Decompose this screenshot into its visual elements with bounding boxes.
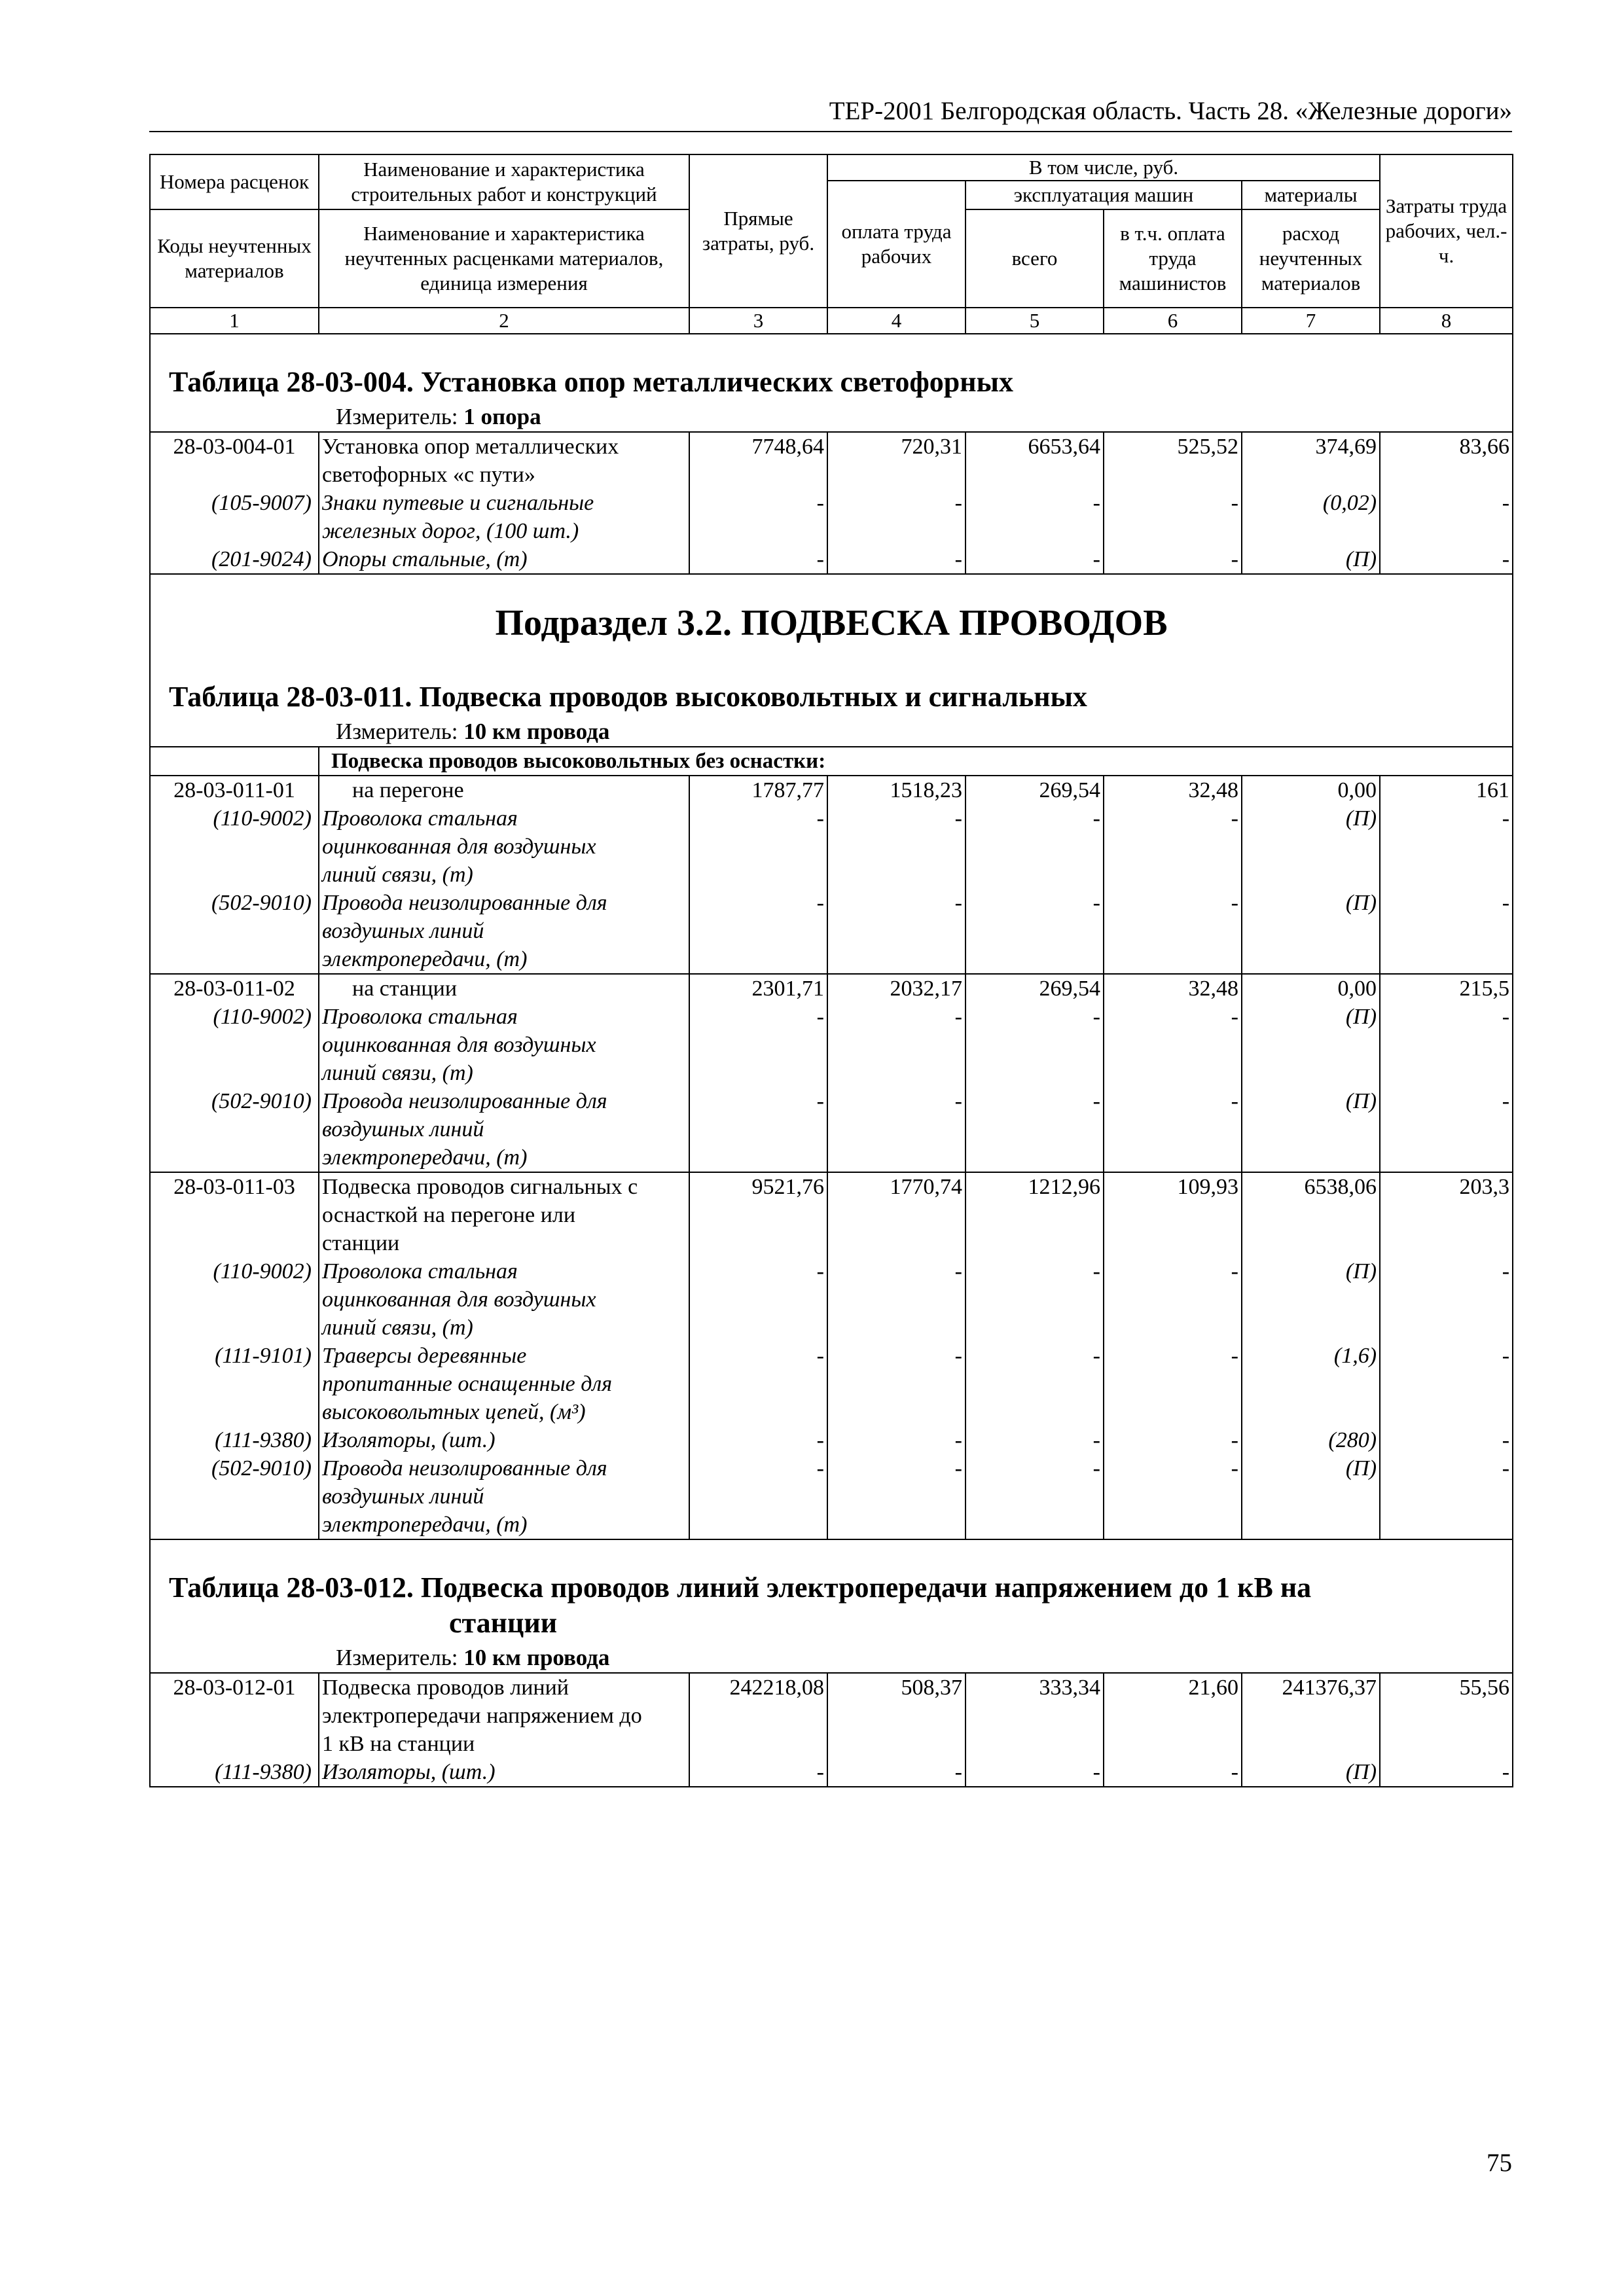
material-name — [319, 1003, 689, 1087]
name-line: станции — [322, 1231, 400, 1255]
material-code: (502-9010) — [150, 1454, 319, 1539]
value-cell: - — [689, 545, 827, 574]
value-cell: - — [827, 1003, 965, 1087]
value-cell: - — [1380, 1257, 1513, 1342]
rate-code: 28-03-012-01 — [150, 1673, 319, 1758]
name-line: пропитанные оснащенные для — [322, 1372, 613, 1396]
value-cell: - — [1104, 1342, 1242, 1426]
value-cell: 6538,06 — [1242, 1172, 1380, 1257]
materials-group-header: материалы — [1242, 181, 1380, 209]
material-name — [319, 1758, 689, 1787]
name-line: воздушных линий — [322, 919, 484, 943]
name-line: Подвеска проводов линий — [322, 1676, 569, 1700]
material-name — [319, 1257, 689, 1342]
value-cell: (П) — [1242, 804, 1380, 889]
table-title-row — [150, 1539, 1513, 1673]
value-cell: - — [1104, 804, 1242, 889]
value-cell: 333,34 — [965, 1673, 1104, 1758]
table-title-line: станции — [449, 1607, 558, 1639]
column-number: 4 — [827, 308, 965, 334]
material-row — [150, 889, 1513, 974]
value-cell: (П) — [1242, 1758, 1380, 1787]
col4-header: оплата труда рабочих — [827, 181, 965, 308]
value-cell: 1518,23 — [827, 776, 965, 804]
name-line: Провода неизолированные для — [322, 1089, 607, 1113]
name-line: высоковольтных цепей, (м³) — [322, 1400, 586, 1424]
table-title-row — [150, 334, 1513, 432]
name-line: светофорных «с пути» — [322, 463, 535, 487]
value-cell: - — [1380, 1087, 1513, 1172]
column-numbers-row — [150, 308, 1513, 334]
value-cell: - — [1104, 889, 1242, 974]
value-cell: - — [1104, 1454, 1242, 1539]
rate-row — [150, 974, 1513, 1003]
value-cell: - — [965, 1426, 1104, 1454]
value-cell: - — [827, 1087, 965, 1172]
rate-name — [319, 776, 689, 804]
material-row — [150, 1758, 1513, 1787]
value-cell: - — [965, 1257, 1104, 1342]
value-cell: 0,00 — [1242, 776, 1380, 804]
material-name — [319, 804, 689, 889]
value-cell: - — [827, 489, 965, 545]
value-cell: 0,00 — [1242, 974, 1380, 1003]
material-row — [150, 1426, 1513, 1454]
value-cell: 1212,96 — [965, 1172, 1104, 1257]
material-row — [150, 1087, 1513, 1172]
name-line: 1 кВ на станции — [322, 1732, 475, 1756]
name-line: Опоры стальные, (т) — [322, 547, 528, 571]
value-cell: - — [827, 1758, 965, 1787]
col6-header: в т.ч. оплата труда машинистов — [1104, 209, 1242, 308]
value-cell: - — [689, 1454, 827, 1539]
col8-header: Затраты труда рабочих, чел.-ч. — [1380, 154, 1513, 308]
name-line: Знаки путевые и сигнальные — [322, 491, 594, 515]
meter-label: Измеритель: — [336, 719, 458, 744]
material-name — [319, 1342, 689, 1426]
name-line: оцинкованная для воздушных — [322, 834, 596, 859]
name-line: оцинкованная для воздушных — [322, 1287, 596, 1312]
value-cell: - — [1380, 489, 1513, 545]
table-title-line: Таблица 28-03-004. Установка опор металлических светофорных — [169, 366, 1013, 398]
table-title-line: Таблица 28-03-011. Подвеска проводов высоковольтных и сигнальных — [169, 681, 1087, 713]
value-cell: 525,52 — [1104, 432, 1242, 489]
value-cell: - — [827, 545, 965, 574]
value-cell: - — [827, 804, 965, 889]
value-cell: - — [1380, 545, 1513, 574]
name-line: воздушных линий — [322, 1484, 484, 1509]
table-title-cell — [150, 334, 1513, 432]
name-line: Траверсы деревянные — [322, 1344, 527, 1368]
machines-group-header: эксплуатация машин — [965, 181, 1242, 209]
subgroup-spacer — [150, 747, 319, 776]
value-cell: - — [689, 804, 827, 889]
table-title-cell — [150, 574, 1513, 747]
value-cell: - — [689, 1426, 827, 1454]
value-cell: 2032,17 — [827, 974, 965, 1003]
value-cell: - — [689, 889, 827, 974]
name-line: Проволока стальная — [322, 1005, 518, 1029]
value-cell: (П) — [1242, 1454, 1380, 1539]
material-code: (111-9380) — [150, 1426, 319, 1454]
material-name — [319, 1454, 689, 1539]
value-cell: - — [827, 1454, 965, 1539]
value-cell: 2301,71 — [689, 974, 827, 1003]
meter-value: 10 км провода — [463, 719, 610, 744]
material-name — [319, 889, 689, 974]
material-row — [150, 545, 1513, 574]
name-line: воздушных линий — [322, 1117, 484, 1141]
value-cell: - — [965, 804, 1104, 889]
name-line: Провода неизолированные для — [322, 891, 607, 915]
name-line: Изоляторы, (шт.) — [322, 1760, 496, 1784]
name-line: оцинкованная для воздушных — [322, 1033, 596, 1057]
value-cell: - — [1380, 1758, 1513, 1787]
meter-label: Измеритель: — [336, 1645, 458, 1670]
subsection-title: Подраздел 3.2. ПОДВЕСКА ПРОВОДОВ — [495, 603, 1168, 643]
value-cell: 83,66 — [1380, 432, 1513, 489]
value-cell: (П) — [1242, 545, 1380, 574]
material-code: (110-9002) — [150, 1257, 319, 1342]
material-name — [319, 1426, 689, 1454]
value-cell: - — [965, 545, 1104, 574]
value-cell: - — [689, 1003, 827, 1087]
value-cell: 161 — [1380, 776, 1513, 804]
value-cell: - — [827, 1257, 965, 1342]
including-group-header: В том числе, руб. — [827, 154, 1380, 181]
rate-code: 28-03-011-01 — [150, 776, 319, 804]
value-cell: - — [1104, 489, 1242, 545]
table-title — [151, 334, 1512, 400]
value-cell: 215,5 — [1380, 974, 1513, 1003]
material-code: (111-9380) — [150, 1758, 319, 1787]
table-title-row — [150, 574, 1513, 747]
value-cell: 1770,74 — [827, 1172, 965, 1257]
material-code: (110-9002) — [150, 804, 319, 889]
column-number: 6 — [1104, 308, 1242, 334]
value-cell: - — [1104, 545, 1242, 574]
name-line: Подвеска проводов сигнальных с — [322, 1175, 638, 1199]
value-cell: 269,54 — [965, 974, 1104, 1003]
material-name — [319, 489, 689, 545]
rate-name — [319, 432, 689, 489]
table-title — [151, 649, 1512, 715]
table-title-cell — [150, 1539, 1513, 1673]
col1-header-top: Номера расценок — [150, 154, 319, 209]
value-cell: (280) — [1242, 1426, 1380, 1454]
value-cell: - — [965, 1003, 1104, 1087]
value-cell: 7748,64 — [689, 432, 827, 489]
value-cell: - — [965, 1087, 1104, 1172]
name-line: Провода неизолированные для — [322, 1456, 607, 1480]
value-cell: (П) — [1242, 1003, 1380, 1087]
value-cell: (0,02) — [1242, 489, 1380, 545]
rate-row — [150, 1172, 1513, 1257]
column-number: 1 — [150, 308, 319, 334]
value-cell: - — [1380, 889, 1513, 974]
value-cell: - — [689, 1087, 827, 1172]
material-row — [150, 489, 1513, 545]
value-cell: 1787,77 — [689, 776, 827, 804]
value-cell: - — [827, 889, 965, 974]
name-line: линий связи, (т) — [322, 1316, 473, 1340]
value-cell: 55,56 — [1380, 1673, 1513, 1758]
value-cell: - — [1380, 1342, 1513, 1426]
running-header: ТЕР-2001 Белгородская область. Часть 28. «Железные дороги» — [149, 92, 1512, 132]
value-cell: - — [689, 1342, 827, 1426]
meter-line — [151, 1641, 1512, 1672]
value-cell: 32,48 — [1104, 974, 1242, 1003]
value-cell: 720,31 — [827, 432, 965, 489]
value-cell: 21,60 — [1104, 1673, 1242, 1758]
rate-code: 28-03-004-01 — [150, 432, 319, 489]
material-code: (105-9007) — [150, 489, 319, 545]
value-cell: - — [827, 1426, 965, 1454]
material-name — [319, 545, 689, 574]
subgroup-row — [150, 747, 1513, 776]
value-cell: 109,93 — [1104, 1172, 1242, 1257]
meter-line — [151, 400, 1512, 431]
rate-code: 28-03-011-02 — [150, 974, 319, 1003]
name-line: на перегоне — [352, 778, 464, 802]
value-cell: 203,3 — [1380, 1172, 1513, 1257]
col1-header-bottom: Коды неучтенных материалов — [150, 209, 319, 308]
material-row — [150, 1003, 1513, 1087]
col2-header-top: Наименование и характеристика строительных работ и конструкций — [319, 154, 689, 209]
value-cell: - — [689, 1257, 827, 1342]
value-cell: - — [965, 889, 1104, 974]
meter-value: 10 км провода — [463, 1645, 610, 1670]
rates-table — [149, 154, 1513, 1787]
value-cell: 242218,08 — [689, 1673, 827, 1758]
rate-name — [319, 1172, 689, 1257]
value-cell: 32,48 — [1104, 776, 1242, 804]
value-cell: (1,6) — [1242, 1342, 1380, 1426]
meter-line — [151, 715, 1512, 746]
value-cell: - — [1380, 1454, 1513, 1539]
value-cell: - — [827, 1342, 965, 1426]
col2-header-bottom: Наименование и характеристика неучтенных расценками материалов, единица измерения — [319, 209, 689, 308]
material-name — [319, 1087, 689, 1172]
value-cell: (П) — [1242, 889, 1380, 974]
meter-value: 1 опора — [463, 404, 541, 429]
name-line: Проволока стальная — [322, 1259, 518, 1283]
value-cell: - — [1380, 1003, 1513, 1087]
material-code: (201-9024) — [150, 545, 319, 574]
value-cell: 508,37 — [827, 1673, 965, 1758]
material-code: (502-9010) — [150, 889, 319, 974]
value-cell: - — [965, 489, 1104, 545]
column-number: 8 — [1380, 308, 1513, 334]
rate-row — [150, 1673, 1513, 1758]
column-number: 5 — [965, 308, 1104, 334]
rate-row — [150, 776, 1513, 804]
value-cell: - — [1104, 1003, 1242, 1087]
rate-code: 28-03-011-03 — [150, 1172, 319, 1257]
value-cell: (П) — [1242, 1087, 1380, 1172]
col5-header: всего — [965, 209, 1104, 308]
name-line: оснасткой на перегоне или — [322, 1203, 576, 1227]
col3-header: Прямые затраты, руб. — [689, 154, 827, 308]
material-code: (111-9101) — [150, 1342, 319, 1426]
name-line: железных дорог, (100 шт.) — [322, 519, 579, 543]
value-cell: - — [689, 489, 827, 545]
value-cell: 6653,64 — [965, 432, 1104, 489]
value-cell: - — [965, 1758, 1104, 1787]
name-line: линий связи, (т) — [322, 1061, 473, 1085]
name-line: на станции — [352, 977, 458, 1001]
value-cell: - — [965, 1454, 1104, 1539]
table-title — [151, 1540, 1512, 1641]
name-line: электропередачи напряжением до — [322, 1704, 642, 1728]
material-row — [150, 1342, 1513, 1426]
subgroup-label: Подвеска проводов высоковольтных без оснастки: — [319, 747, 1513, 776]
value-cell: - — [689, 1758, 827, 1787]
material-row — [150, 804, 1513, 889]
value-cell: - — [1104, 1257, 1242, 1342]
rate-row — [150, 432, 1513, 489]
value-cell: - — [965, 1342, 1104, 1426]
col7-header: расход неучтенных материалов — [1242, 209, 1380, 308]
name-line: линий связи, (т) — [322, 863, 473, 887]
column-number: 7 — [1242, 308, 1380, 334]
value-cell: - — [1380, 804, 1513, 889]
material-row — [150, 1257, 1513, 1342]
column-number: 2 — [319, 308, 689, 334]
material-code: (110-9002) — [150, 1003, 319, 1087]
value-cell: 374,69 — [1242, 432, 1380, 489]
meter-label: Измеритель: — [336, 404, 458, 429]
rate-name — [319, 1673, 689, 1758]
value-cell: (П) — [1242, 1257, 1380, 1342]
name-line: Установка опор металлических — [322, 435, 619, 459]
value-cell: 9521,76 — [689, 1172, 827, 1257]
page-number: 75 — [1487, 2149, 1512, 2177]
column-number: 3 — [689, 308, 827, 334]
name-line: электропередачи, (т) — [322, 947, 528, 971]
name-line: электропередачи, (т) — [322, 1513, 528, 1537]
name-line: Изоляторы, (шт.) — [322, 1428, 496, 1452]
rate-name — [319, 974, 689, 1003]
material-row — [150, 1454, 1513, 1539]
material-code: (502-9010) — [150, 1087, 319, 1172]
value-cell: - — [1380, 1426, 1513, 1454]
table-title-line: Таблица 28-03-012. Подвеска проводов линий электропередачи напряжением до 1 кВ на — [169, 1571, 1312, 1604]
value-cell: - — [1104, 1087, 1242, 1172]
value-cell: - — [1104, 1426, 1242, 1454]
value-cell: - — [1104, 1758, 1242, 1787]
value-cell: 241376,37 — [1242, 1673, 1380, 1758]
name-line: Проволока стальная — [322, 806, 518, 831]
value-cell: 269,54 — [965, 776, 1104, 804]
name-line: электропередачи, (т) — [322, 1145, 528, 1170]
